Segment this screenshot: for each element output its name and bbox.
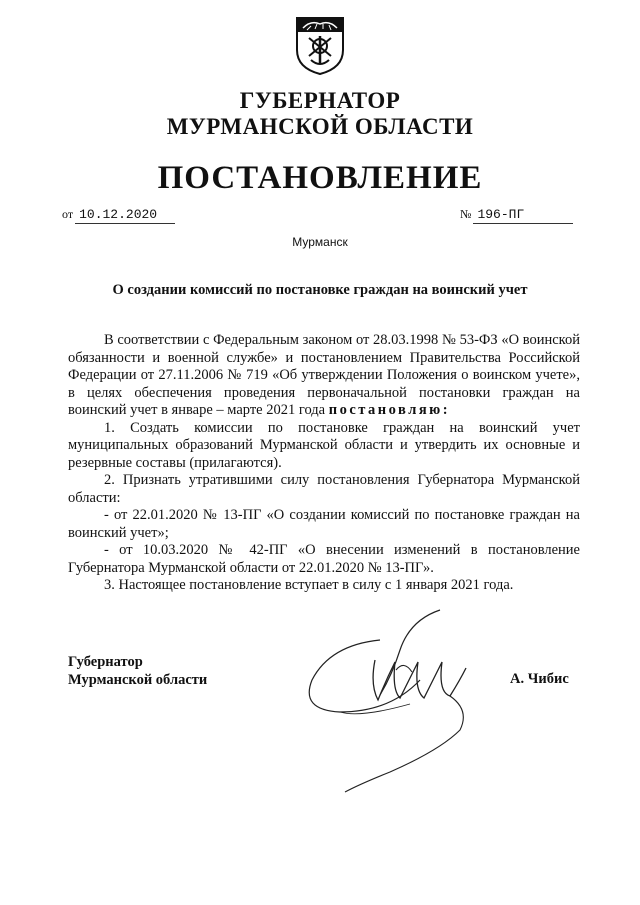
document-type-title: ПОСТАНОВЛЕНИЕ bbox=[157, 160, 483, 196]
issuer-line-1: ГУБЕРНАТОР bbox=[239, 88, 401, 113]
document-date bbox=[62, 206, 175, 224]
document-number bbox=[460, 206, 573, 224]
item-2b: - от 10.03.2020 № 42-ПГ «О внесении изменений в постановление Губернатора Мурманской области от 22.01.2020 № 13-ПГ». bbox=[68, 542, 580, 576]
signer-title-line-2: Мурманской области bbox=[68, 672, 208, 688]
number-label: № bbox=[460, 207, 472, 221]
number-value: 196-ПГ bbox=[473, 207, 573, 224]
date-value: 10.12.2020 bbox=[75, 207, 175, 224]
date-label: от bbox=[62, 207, 74, 221]
document-subject: О создании комиссий по постановке граждан на воинский учет bbox=[112, 282, 528, 298]
city: Мурманск bbox=[292, 235, 348, 249]
handwritten-signature bbox=[300, 600, 500, 800]
coat-of-arms-icon bbox=[293, 14, 347, 76]
item-2a: - от 22.01.2020 № 13-ПГ «О создании комиссий по постановке граждан на воинский учет»; bbox=[68, 507, 580, 541]
signer-title-line-1: Губернатор bbox=[68, 654, 143, 670]
item-2: 2. Признать утратившими силу постановления Губернатора Мурманской области: bbox=[68, 472, 580, 506]
item-1: 1. Создать комиссии по постановке граждан на воинский учет муниципальных образований Мурманской области и утвердить их основные и резервные составы (прилагаются). bbox=[68, 419, 580, 471]
document-body bbox=[68, 332, 580, 595]
issuer-line-2: МУРМАНСКОЙ ОБЛАСТИ bbox=[166, 114, 474, 139]
signer-name: А. Чибис bbox=[510, 671, 569, 687]
preamble-paragraph bbox=[68, 332, 580, 420]
item-3: 3. Настоящее постановление вступает в силу с 1 января 2021 года. bbox=[104, 577, 514, 593]
preamble-text: В соответствии с Федеральным законом от 28.03.1998 № 53-ФЗ «О воинской обязанности и военной службе» и постановлением Правительства Российской Федерации от 27.11.2006 № 719 «Об утверждении Положения о воинском учете», в целях обеспечения проведения первоначальной постановки граждан на воинский учет в январе – марте 2021 года bbox=[68, 332, 580, 418]
resolve-word: постановляю: bbox=[328, 402, 451, 418]
signer-title bbox=[68, 653, 207, 689]
